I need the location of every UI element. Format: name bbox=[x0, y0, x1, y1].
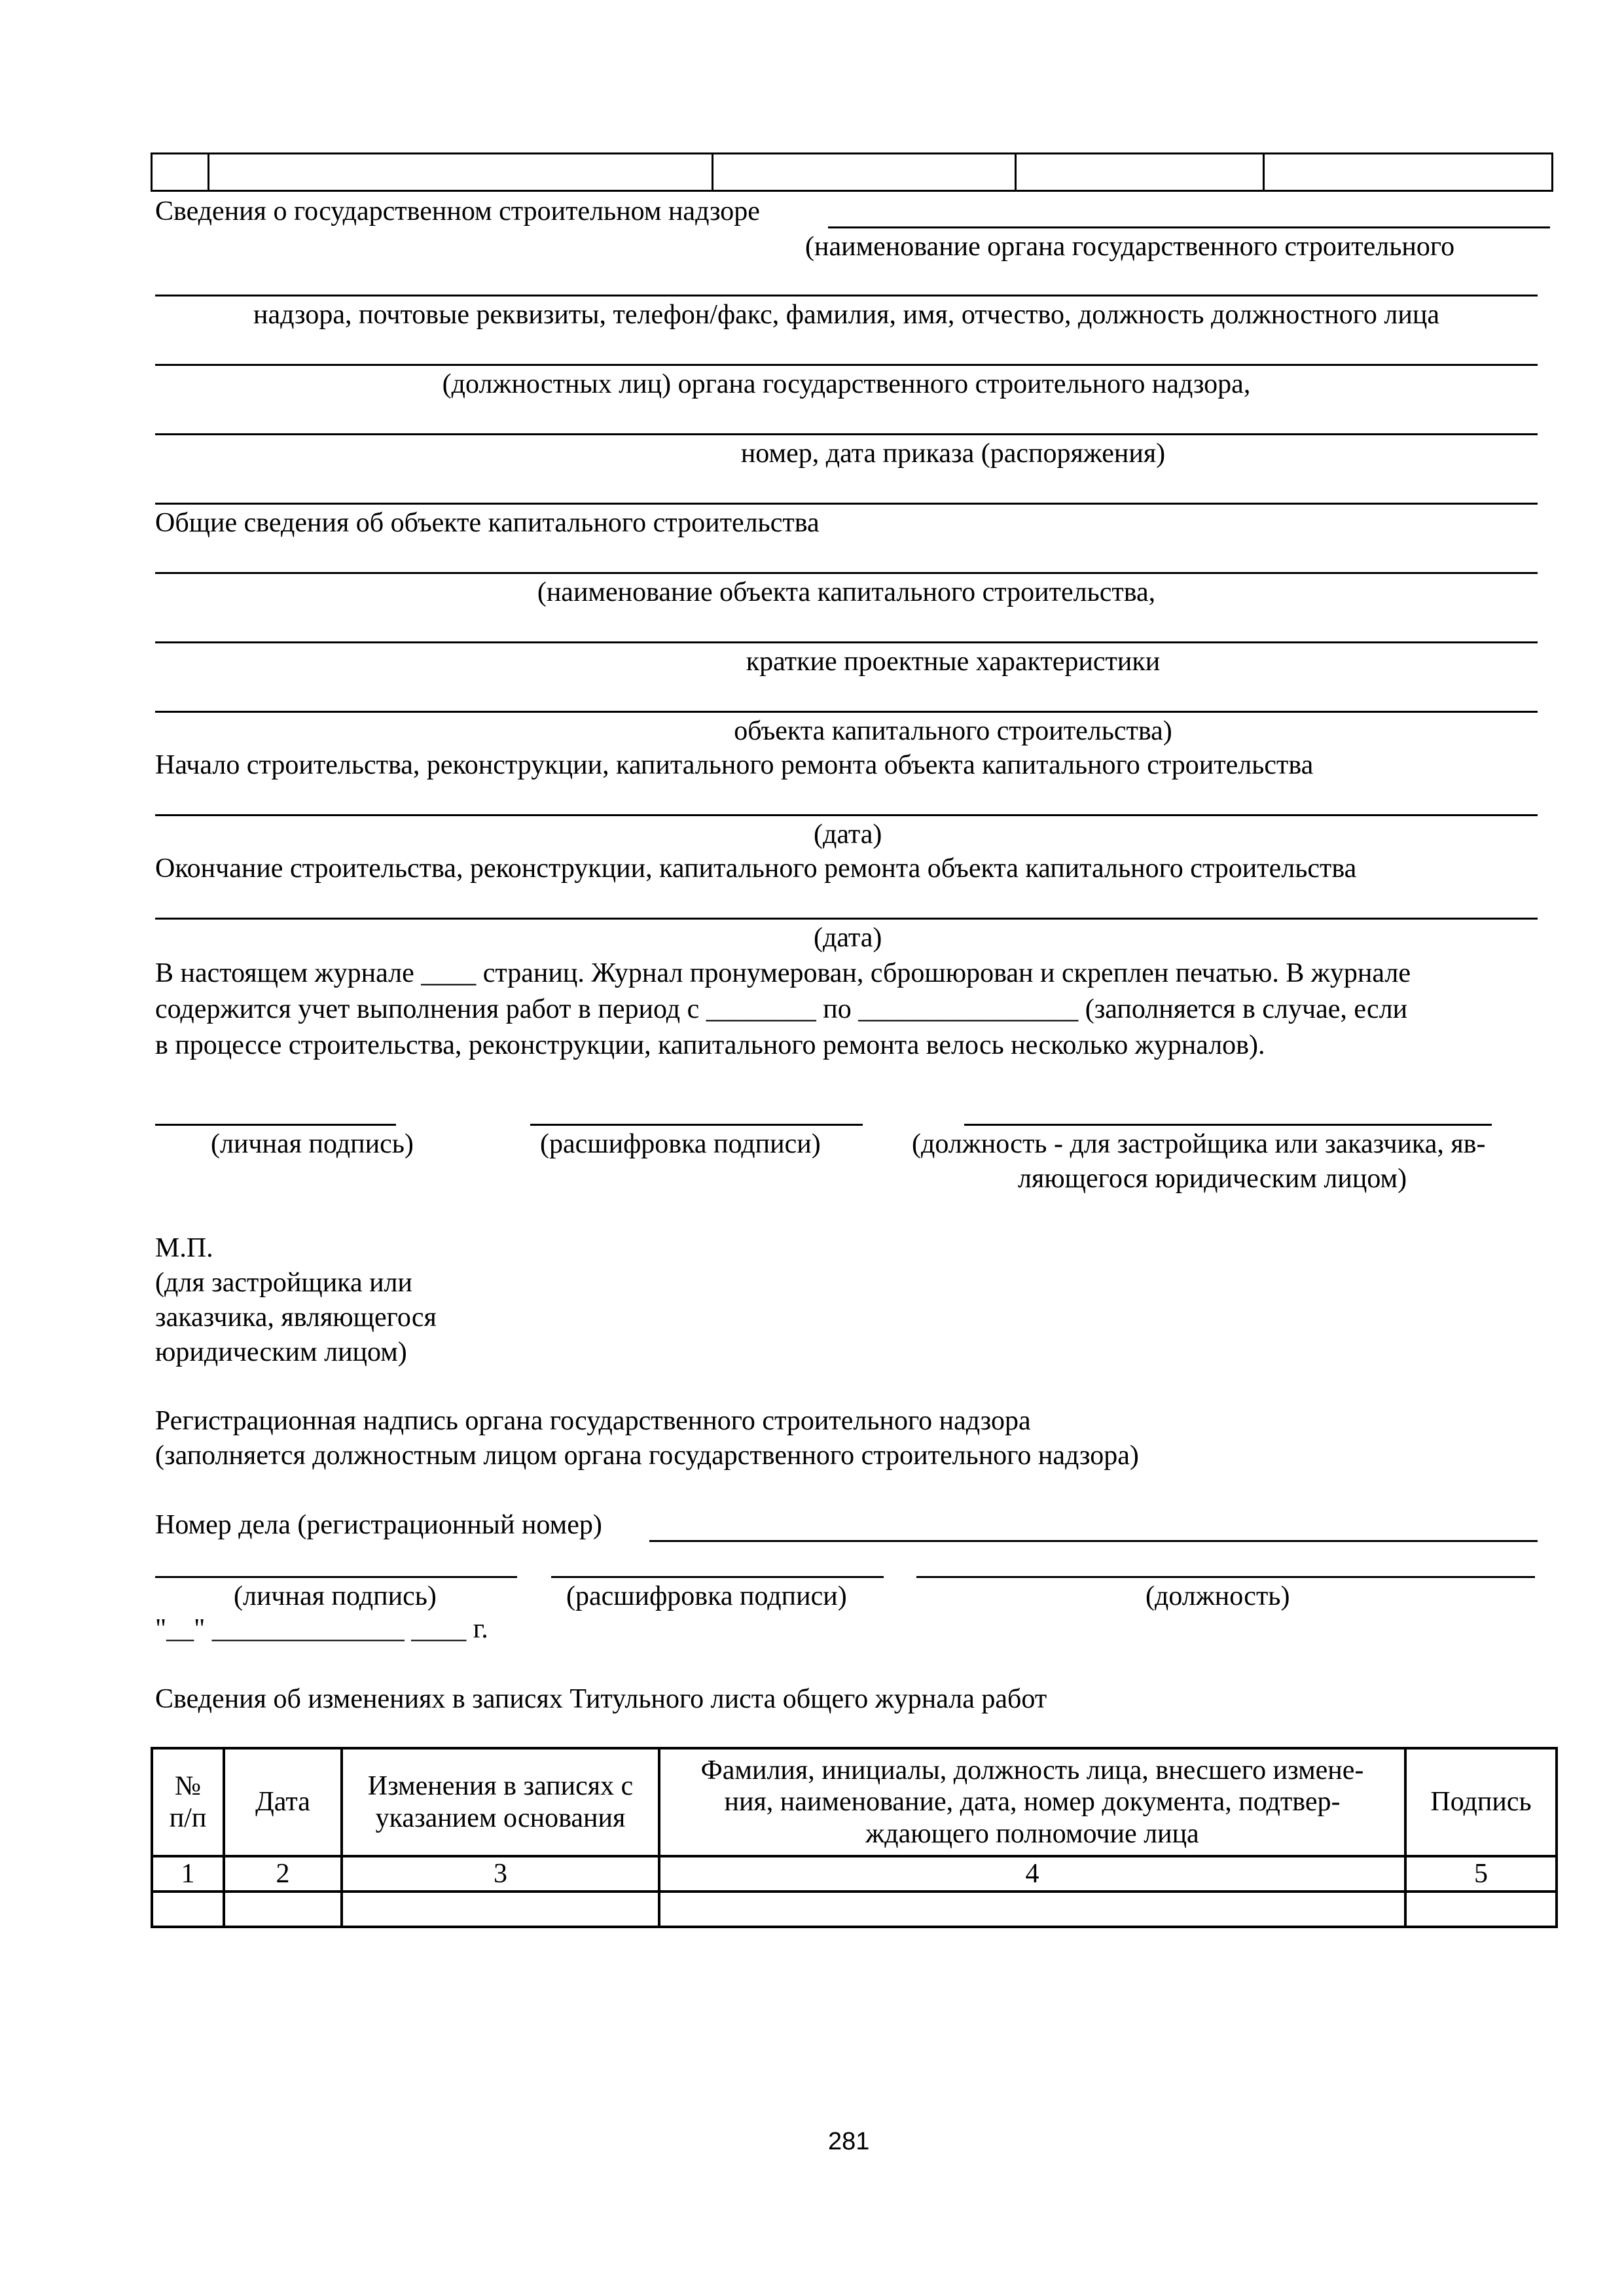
changes-title: Сведения об изменениях в записях Титульного листа общего журнала работ bbox=[155, 1684, 1047, 1714]
form-line bbox=[155, 711, 1538, 713]
position-hint-2: ляющегося юридическим лицом) bbox=[1018, 1164, 1407, 1194]
header-person-line: ждающего полномочие лица bbox=[865, 1818, 1199, 1849]
form-line bbox=[155, 814, 1538, 816]
start-label: Начало строительства, реконструкции, капитального ремонта объекта капитального строительства bbox=[155, 750, 1314, 780]
personal-signature-hint: (личная подпись) bbox=[211, 1129, 414, 1159]
header-number-line: № bbox=[174, 1771, 202, 1802]
top-table-cell bbox=[208, 152, 713, 192]
object-label: Общие сведения об объекте капитального строительства bbox=[155, 508, 820, 538]
signature-decode-hint: (расшифровка подписи) bbox=[540, 1129, 821, 1159]
empty-cell bbox=[342, 1892, 659, 1927]
stamp-line-2: заказчика, являющегося bbox=[155, 1302, 437, 1333]
header-changes-line: указанием основания bbox=[375, 1803, 626, 1833]
supervision-hint-2: надзора, почтовые реквизиты, телефон/факс, фамилия, имя, отчество, должность должностного лица bbox=[253, 300, 1439, 330]
header-person-line: ния, наименование, дата, номер документа, подтвер- bbox=[724, 1787, 1341, 1818]
stamp-mp: М.П. bbox=[155, 1233, 213, 1263]
header-person bbox=[659, 1748, 1405, 1856]
signature-line bbox=[916, 1576, 1535, 1578]
page-number: 281 bbox=[828, 2128, 870, 2155]
form-line bbox=[155, 433, 1538, 435]
column-number-cell: 4 bbox=[659, 1856, 1405, 1892]
changes-header-row bbox=[152, 1748, 1557, 1856]
stamp-line-3: юридическим лицом) bbox=[155, 1337, 407, 1367]
registration-line-1: Регистрационная надпись органа государственного строительного надзора bbox=[155, 1406, 1031, 1436]
journal-line-2: содержится учет выполнения работ в период с ________ по ________________ (заполняется в случае, если bbox=[155, 994, 1408, 1024]
start-date-hint: (дата) bbox=[814, 819, 882, 850]
journal-line-3: в процессе строительства, реконструкции, капитального ремонта велось несколько журналов). bbox=[155, 1030, 1265, 1060]
end-label: Окончание строительства, реконструкции, капитального ремонта объекта капитального строительства bbox=[155, 853, 1357, 884]
signature-line bbox=[155, 1124, 396, 1126]
column-number-cell: 3 bbox=[342, 1856, 659, 1892]
registration-date: "__" ______________ ____ г. bbox=[155, 1614, 488, 1644]
supervision-hint-4: номер, дата приказа (распоряжения) bbox=[740, 439, 1166, 469]
header-number-line: п/п bbox=[169, 1803, 207, 1833]
journal-line-1: В настоящем журнале ____ страниц. Журнал пронумерован, сброшюрован и скреплен печатью. В журнале bbox=[155, 958, 1411, 988]
position-hint: (должность) bbox=[1146, 1581, 1290, 1611]
form-line bbox=[155, 918, 1538, 920]
table-row bbox=[152, 1892, 1557, 1927]
top-table-cell bbox=[712, 152, 1017, 192]
end-date-hint: (дата) bbox=[814, 923, 882, 953]
top-table-cell bbox=[151, 152, 209, 192]
supervision-hint-1: (наименование органа государственного строительного bbox=[805, 232, 1455, 262]
stamp-line-1: (для застройщика или bbox=[155, 1268, 412, 1298]
signature-line bbox=[551, 1576, 884, 1578]
header-changes bbox=[342, 1748, 659, 1856]
empty-cell bbox=[152, 1892, 224, 1927]
signature-decode-hint: (расшифровка подписи) bbox=[566, 1581, 847, 1611]
top-table-cell bbox=[1015, 152, 1265, 192]
empty-cell bbox=[1405, 1892, 1557, 1927]
signature-line bbox=[530, 1124, 863, 1126]
form-line bbox=[155, 364, 1538, 366]
column-number-cell: 5 bbox=[1405, 1856, 1557, 1892]
object-hint-2: краткие проектные характеристики bbox=[746, 647, 1161, 677]
case-number-label: Номер дела (регистрационный номер) bbox=[155, 1510, 602, 1540]
form-line bbox=[155, 295, 1538, 296]
form-line bbox=[155, 641, 1538, 643]
changes-table bbox=[151, 1747, 1558, 1928]
case-number-field-line bbox=[649, 1540, 1538, 1542]
supervision-label: Сведения о государственном строительном надзоре bbox=[155, 196, 760, 226]
signature-line bbox=[964, 1124, 1492, 1126]
object-hint-3: объекта капитального строительства) bbox=[734, 716, 1172, 746]
personal-signature-hint: (личная подпись) bbox=[234, 1581, 437, 1611]
column-number-cell: 1 bbox=[152, 1856, 224, 1892]
registration-line-2: (заполняется должностным лицом органа государственного строительного надзора) bbox=[155, 1441, 1139, 1471]
top-table-cell bbox=[1263, 152, 1553, 192]
signature-line bbox=[155, 1576, 517, 1578]
supervision-field-line bbox=[828, 226, 1550, 228]
position-hint-1: (должность - для застройщика или заказчика, яв- bbox=[912, 1129, 1486, 1159]
header-signature: Подпись bbox=[1405, 1748, 1557, 1856]
form-line bbox=[155, 503, 1538, 505]
header-date: Дата bbox=[224, 1748, 342, 1856]
header-changes-line: Изменения в записях с bbox=[367, 1771, 634, 1802]
column-number-cell: 2 bbox=[224, 1856, 342, 1892]
form-line bbox=[155, 572, 1538, 574]
supervision-hint-3: (должностных лиц) органа государственного строительного надзора, bbox=[442, 369, 1251, 399]
changes-number-row bbox=[152, 1856, 1557, 1892]
header-number bbox=[152, 1748, 224, 1856]
empty-cell bbox=[659, 1892, 1405, 1927]
object-hint-1: (наименование объекта капитального строительства, bbox=[537, 577, 1156, 607]
header-person-line: Фамилия, инициалы, должность лица, внесшего измене- bbox=[700, 1755, 1364, 1786]
empty-cell bbox=[224, 1892, 342, 1927]
